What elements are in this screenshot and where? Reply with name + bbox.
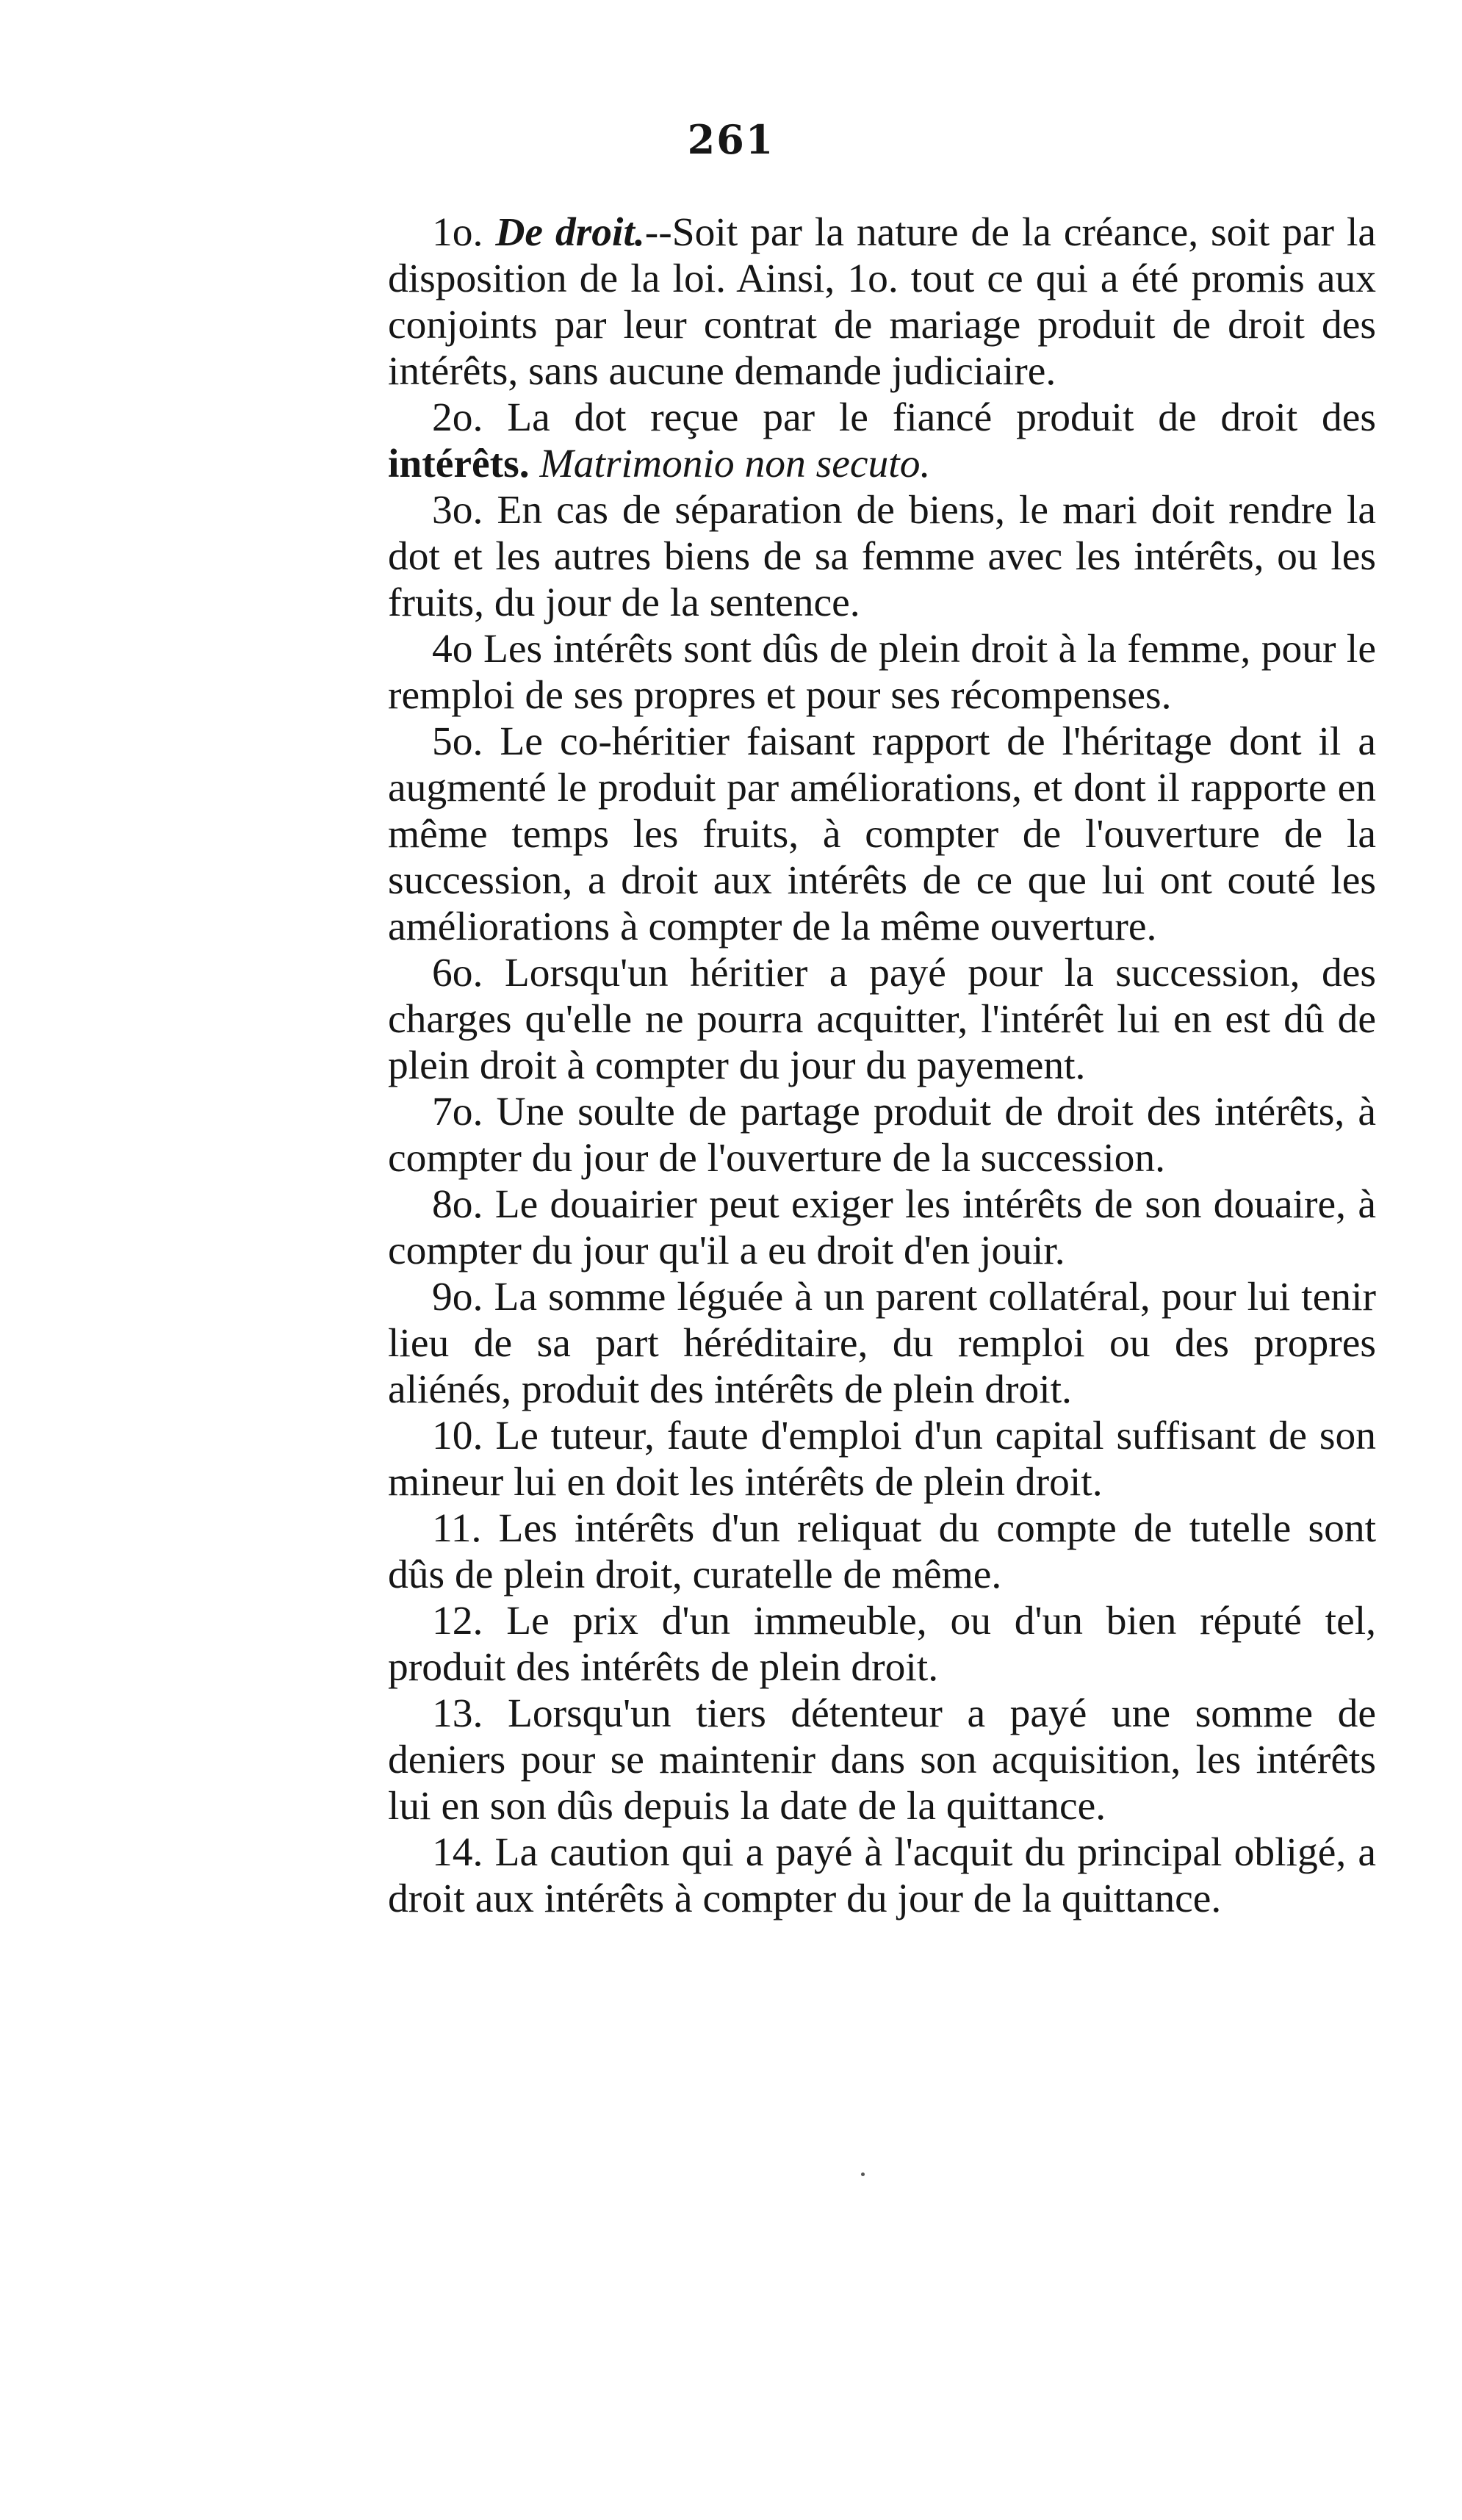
em-dash: -- [644, 210, 672, 255]
paragraph-13 [388, 1691, 1376, 1829]
paragraph-text: Le tuteur, faute d'emploi d'un capital suffisant de son mineur lui en doit les intérêts de plein droit. [388, 1414, 1376, 1505]
section-label: De droit. [495, 210, 645, 255]
paragraph-number: 9o. [432, 1275, 483, 1320]
latin-phrase: Matrimonio non secuto. [539, 442, 931, 486]
paragraph-text: Les intérêts sont dûs de plein droit à la femme, pour le remploi de ses propres et pour ses récompenses. [388, 627, 1376, 718]
paragraph-6 [388, 950, 1376, 1089]
end-dot-mark [861, 2172, 865, 2176]
paragraph-text: Lorsqu'un tiers détenteur a payé une somme de deniers pour se maintenir dans son acquisition, les intérêts lui en son dûs depuis la date de la quittance. [388, 1691, 1376, 1829]
paragraph-3 [388, 487, 1376, 626]
paragraph-8 [388, 1181, 1376, 1274]
paragraph-number: 4o [432, 627, 473, 672]
paragraph-number: 3o. [432, 488, 483, 533]
paragraph-14 [388, 1829, 1376, 1922]
paragraph-2 [388, 395, 1376, 487]
paragraph-number: 14. [432, 1830, 483, 1875]
paragraph-text: Soit par la nature de la créance, soit par la disposition de la loi. Ainsi, 1o. tout ce qui a été promis aux conjoints par leur contrat de mariage produit de droit des intérêts, sans aucune demande judiciaire. [388, 210, 1376, 394]
paragraph-7 [388, 1089, 1376, 1181]
paragraph-text: La somme léguée à un parent collatéral, pour lui tenir lieu de sa part héréditaire, du remploi ou des propres aliénés, produit des intérêts de plein droit. [388, 1275, 1377, 1412]
paragraph-number: 13. [432, 1691, 483, 1736]
body-text [388, 209, 1376, 1922]
paragraph-number: 2o. [432, 395, 483, 440]
paragraph-text: La dot reçue par le fiancé produit de droit des [507, 395, 1376, 440]
paragraph-number: 10. [432, 1414, 483, 1458]
paragraph-number: 12. [432, 1599, 483, 1644]
paragraph-10 [388, 1413, 1376, 1505]
paragraph-4 [388, 626, 1376, 719]
bold-term: intérêts. [388, 442, 530, 486]
paragraph-number: 11. [432, 1506, 482, 1551]
paragraph-text: Les intérêts d'un reliquat du compte de tutelle sont dûs de plein droit, curatelle de même. [388, 1506, 1376, 1597]
paragraph-12 [388, 1598, 1376, 1691]
paragraph-text: Lorsqu'un héritier a payé pour la succession, des charges qu'elle ne pourra acquitter, l'intérêt lui en est dû de plein droit à compter du jour du payement. [388, 951, 1376, 1088]
paragraph-number: 6o. [432, 951, 483, 996]
paragraph-5 [388, 719, 1376, 950]
paragraph-text: Une soulte de partage produit de droit des intérêts, à compter du jour de l'ouverture de la succession. [388, 1090, 1376, 1181]
paragraph-number: 1o. [432, 210, 483, 255]
paragraph-1 [388, 209, 1376, 395]
paragraph-text: Le prix d'un immeuble, ou d'un bien réputé tel, produit des intérêts de plein droit. [388, 1599, 1377, 1690]
paragraph-number: 7o. [432, 1090, 483, 1134]
paragraph-text: Le douairier peut exiger les intérêts de son douaire, à compter du jour qu'il a eu droit d'en jouir. [388, 1182, 1376, 1273]
paragraph-number: 8o. [432, 1182, 483, 1227]
page-number: 261 [687, 116, 775, 163]
paragraph-text: La caution qui a payé à l'acquit du principal obligé, a droit aux intérêts à compter du jour de la quittance. [388, 1830, 1376, 1921]
paragraph-11 [388, 1505, 1376, 1598]
paragraph-text: En cas de séparation de biens, le mari doit rendre la dot et les autres biens de sa femme avec les intérêts, ou les fruits, du jour de la sentence. [388, 488, 1377, 625]
paragraph-number: 5o. [432, 719, 483, 764]
paragraph-9 [388, 1274, 1376, 1413]
paragraph-text: Le co-héritier faisant rapport de l'héritage dont il a augmenté le produit par améliorations, et dont il rapporte en même temps les fruits, à compter de l'ouverture de la succession, a droit aux intérêts de ce que lui ont couté les améliorations à compter de la même ouverture. [388, 719, 1376, 949]
